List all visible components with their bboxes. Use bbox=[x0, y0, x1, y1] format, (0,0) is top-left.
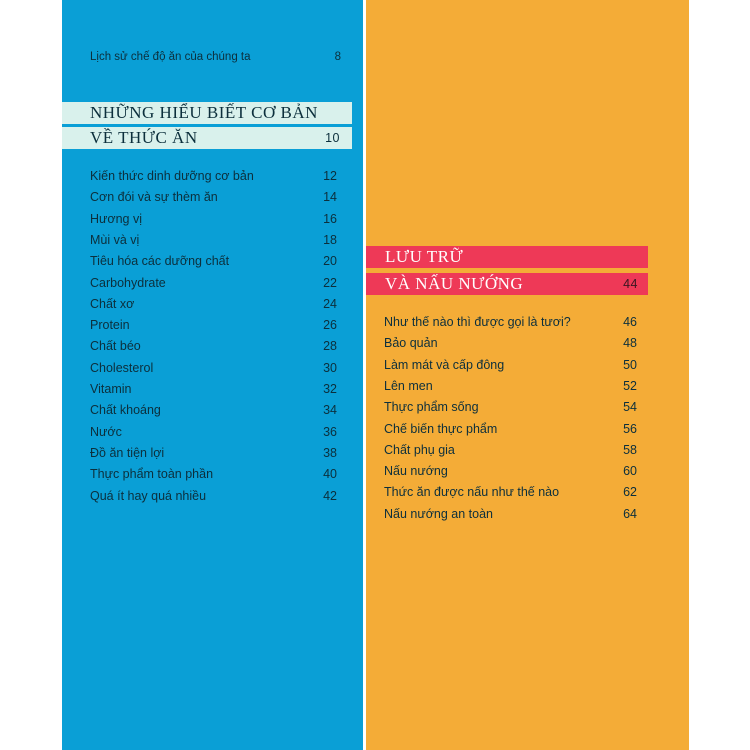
section-heading-line1 bbox=[62, 102, 352, 124]
toc-entry[interactable] bbox=[384, 507, 637, 521]
toc-entry-title: Chế biến thực phẩm bbox=[384, 421, 498, 436]
toc-entry-title: Cholesterol bbox=[90, 360, 154, 375]
toc-entry-title: Nấu nướng an toàn bbox=[384, 506, 494, 521]
toc-entry-page: 28 bbox=[323, 339, 337, 354]
toc-entry-intro[interactable] bbox=[90, 51, 341, 63]
toc-entry[interactable] bbox=[90, 233, 337, 247]
toc-entry-title: Đồ ăn tiện lợi bbox=[90, 445, 165, 460]
toc-entry-title: Chất béo bbox=[90, 339, 141, 354]
toc-entry-page: 52 bbox=[623, 378, 637, 393]
toc-entry-title: Thực phẩm toàn phần bbox=[90, 467, 214, 482]
toc-entry[interactable] bbox=[90, 489, 337, 503]
toc-entry-page: 38 bbox=[323, 445, 337, 460]
toc-entry-page: 18 bbox=[323, 232, 337, 247]
toc-entry-title: Như thế nào thì được gọi là tươi? bbox=[384, 315, 571, 329]
toc-entry[interactable] bbox=[90, 467, 337, 481]
toc-entry[interactable] bbox=[90, 446, 337, 460]
toc-entry-title: Carbohydrate bbox=[90, 275, 166, 290]
toc-entry-page: 48 bbox=[623, 336, 637, 351]
toc-entry[interactable] bbox=[90, 425, 337, 439]
right-page bbox=[366, 0, 689, 750]
section-title-line2: VÀ NẤU NƯỚNG bbox=[385, 274, 524, 293]
toc-entry[interactable] bbox=[90, 190, 337, 204]
toc-entry-title: Nước bbox=[90, 424, 122, 439]
toc-entry-title: Nấu nướng bbox=[384, 464, 448, 479]
toc-entry-page: 64 bbox=[623, 506, 637, 521]
toc-entry-title: Chất khoáng bbox=[90, 403, 161, 418]
toc-entry-page: 22 bbox=[323, 275, 337, 290]
toc-entry-page: 58 bbox=[623, 442, 637, 457]
toc-entry[interactable] bbox=[90, 169, 337, 183]
section-title-line2: VỀ THỨC ĂN bbox=[90, 128, 198, 147]
toc-entry-title: Lên men bbox=[384, 378, 433, 393]
section-page: 44 bbox=[623, 277, 638, 291]
toc-entry-title: Vitamin bbox=[90, 382, 132, 396]
toc-entry-page: 46 bbox=[623, 315, 637, 329]
toc-entry-page: 50 bbox=[623, 357, 637, 372]
toc-entry-title: Kiến thức dinh dưỡng cơ bản bbox=[90, 169, 254, 183]
toc-entry-page: 20 bbox=[323, 254, 337, 269]
toc-entry-page: 12 bbox=[323, 169, 337, 183]
toc-entry-page: 14 bbox=[323, 190, 337, 205]
toc-entry[interactable] bbox=[384, 485, 637, 499]
toc-entry[interactable] bbox=[384, 422, 637, 436]
toc-entry-page: 26 bbox=[323, 318, 337, 333]
toc-entry[interactable] bbox=[384, 336, 637, 350]
toc-entry-page: 54 bbox=[623, 400, 637, 415]
left-page bbox=[62, 0, 363, 750]
toc-entry-page: 42 bbox=[323, 488, 337, 503]
toc-entry-page: 32 bbox=[323, 382, 337, 396]
toc-entry[interactable] bbox=[90, 276, 337, 290]
toc-entry[interactable] bbox=[90, 318, 337, 332]
toc-entry-page: 36 bbox=[323, 424, 337, 439]
toc-entry[interactable] bbox=[384, 443, 637, 457]
toc-entry[interactable] bbox=[90, 361, 337, 375]
toc-entry[interactable] bbox=[384, 400, 637, 414]
toc-entry[interactable] bbox=[90, 339, 337, 353]
toc-entry-page: 16 bbox=[323, 211, 337, 226]
toc-entry[interactable] bbox=[384, 464, 637, 478]
toc-entry[interactable] bbox=[90, 403, 337, 417]
toc-entry-title: Bảo quản bbox=[384, 336, 438, 351]
toc-entry-page: 56 bbox=[623, 421, 637, 436]
toc-entry[interactable] bbox=[90, 382, 337, 396]
toc-entry[interactable] bbox=[384, 315, 637, 329]
toc-entry-title: Protein bbox=[90, 318, 130, 333]
toc-entry-title: Chất xơ bbox=[90, 296, 135, 311]
toc-entry[interactable] bbox=[384, 358, 637, 372]
section-page: 10 bbox=[325, 131, 340, 145]
toc-entry-title: Lịch sử chế độ ăn của chúng ta bbox=[90, 51, 251, 63]
toc-entry-page: 62 bbox=[623, 485, 637, 500]
toc-entry-title: Thức ăn được nấu như thế nào bbox=[384, 485, 560, 500]
toc-entry-title: Hương vị bbox=[90, 211, 142, 226]
section-heading-line1 bbox=[366, 246, 648, 268]
section-heading-line2[interactable] bbox=[62, 127, 352, 149]
toc-entry-title: Mùi và vị bbox=[90, 232, 140, 247]
section-heading-line2[interactable] bbox=[366, 273, 648, 295]
toc-entry[interactable] bbox=[90, 212, 337, 226]
toc-entry-page: 30 bbox=[323, 360, 337, 375]
toc-entry-title: Cơn đói và sự thèm ăn bbox=[90, 190, 218, 205]
toc-entry-page: 60 bbox=[623, 464, 637, 479]
toc-entry-page: 24 bbox=[323, 296, 337, 311]
toc-entry-page: 34 bbox=[323, 403, 337, 418]
toc-entry-title: Tiêu hóa các dưỡng chất bbox=[90, 254, 230, 269]
toc-entry-page: 8 bbox=[334, 51, 341, 63]
toc-entry-title: Làm mát và cấp đông bbox=[384, 357, 505, 372]
toc-entry[interactable] bbox=[90, 254, 337, 268]
toc-entry-title: Thực phẩm sống bbox=[384, 400, 479, 415]
section-title-line1: LƯU TRỮ bbox=[385, 247, 464, 266]
toc-entry[interactable] bbox=[90, 297, 337, 311]
section-title-line1: NHỮNG HIỂU BIẾT CƠ BẢN bbox=[90, 103, 318, 122]
toc-entry-title: Quá ít hay quá nhiều bbox=[90, 488, 207, 503]
toc-entry-page: 40 bbox=[323, 467, 337, 482]
toc-entry-title: Chất phụ gia bbox=[384, 442, 455, 457]
toc-entry[interactable] bbox=[384, 379, 637, 393]
